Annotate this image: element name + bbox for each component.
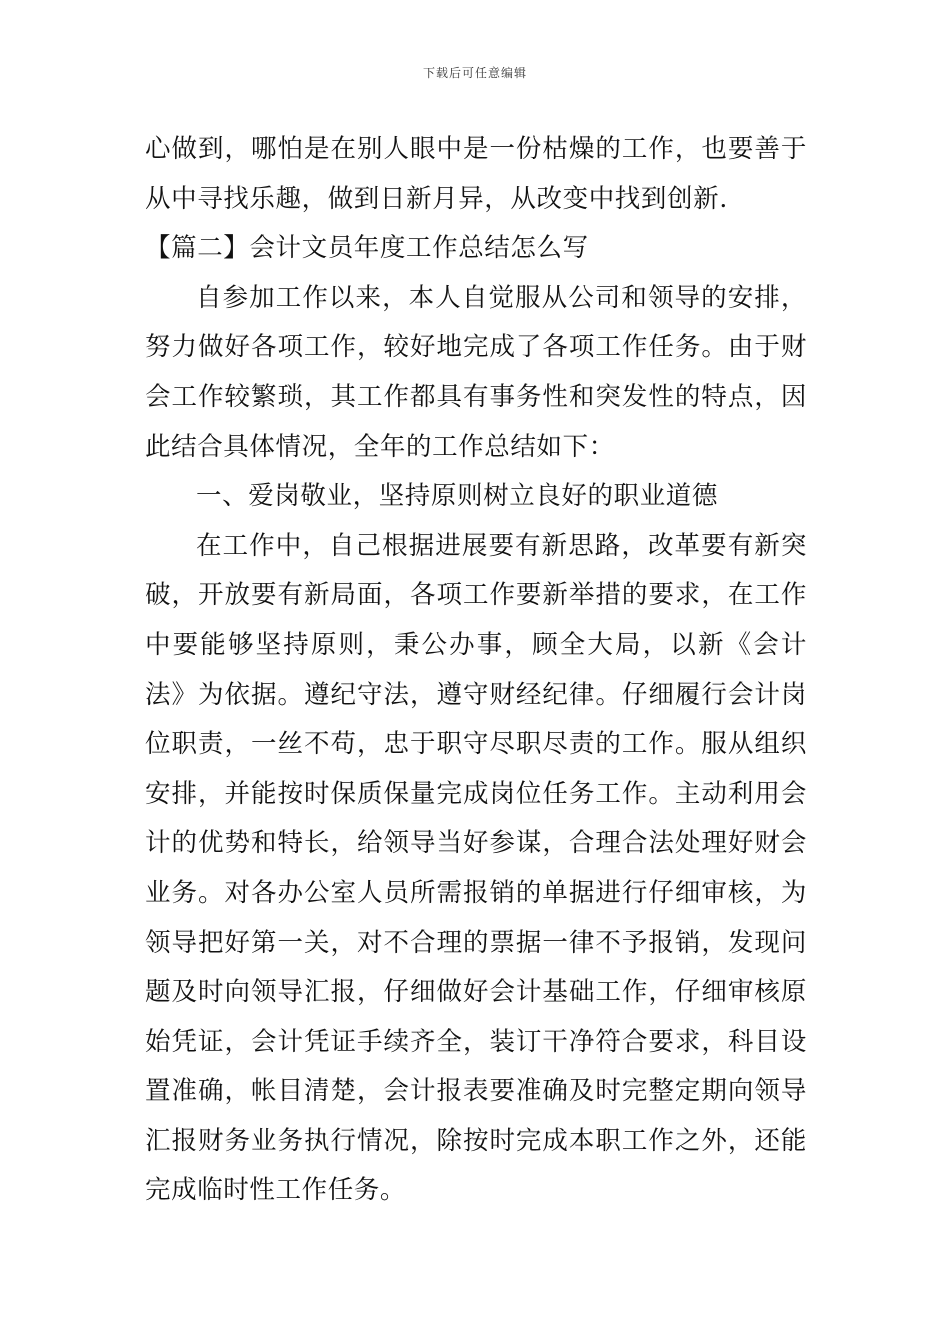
subsection-heading: 一、爱岗敬业，坚持原则树立良好的职业道德 bbox=[196, 481, 719, 512]
paragraph-continuation: 心做到，哪怕是在别人眼中是一份枯燥的工作，也要善于从中寻找乐趣，做到日新月异，从改变中找到创新. bbox=[145, 134, 807, 214]
section-heading: 【篇二】会计文员年度工作总结怎么写 bbox=[145, 233, 589, 264]
page-header: 下载后可任意编辑 bbox=[422, 66, 527, 80]
paragraph-intro: 自参加工作以来，本人自觉服从公司和领导的安排，努力做好各项工作，较好地完成了各项工作任务。由于财会工作较繁琐，其工作都具有事务性和突发性的特点，因此结合具体情况，全年的工作总结如下： bbox=[145, 282, 807, 462]
document-body bbox=[145, 125, 807, 1216]
paragraph-main: 在工作中，自己根据进展要有新思路，改革要有新突破，开放要有新局面，各项工作要新举措的要求，在工作中要能够坚持原则，秉公办事，顾全大局，以新《会计法》为依据。遵纪守法，遵守财经纪律。仔细履行会计岗位职责，一丝不苟，忠于职守尽职尽责的工作。服从组织安排，并能按时保质保量完成岗位任务工作。主动利用会计的优势和特长，给领导当好参谋，合理合法处理好财会业务。对各办公室人员所需报销的单据进行仔细审核，为领导把好第一关，对不合理的票据一律不予报销，发现问题及时向领导汇报，仔细做好会计基础工作，仔细审核原始凭证，会计凭证手续齐全，装订干净符合要求，科目设置准确，帐目清楚，会计报表要准确及时完整定期向领导汇报财务业务执行情况，除按时完成本职工作之外，还能完成临时性工作任务。 bbox=[145, 530, 807, 1206]
